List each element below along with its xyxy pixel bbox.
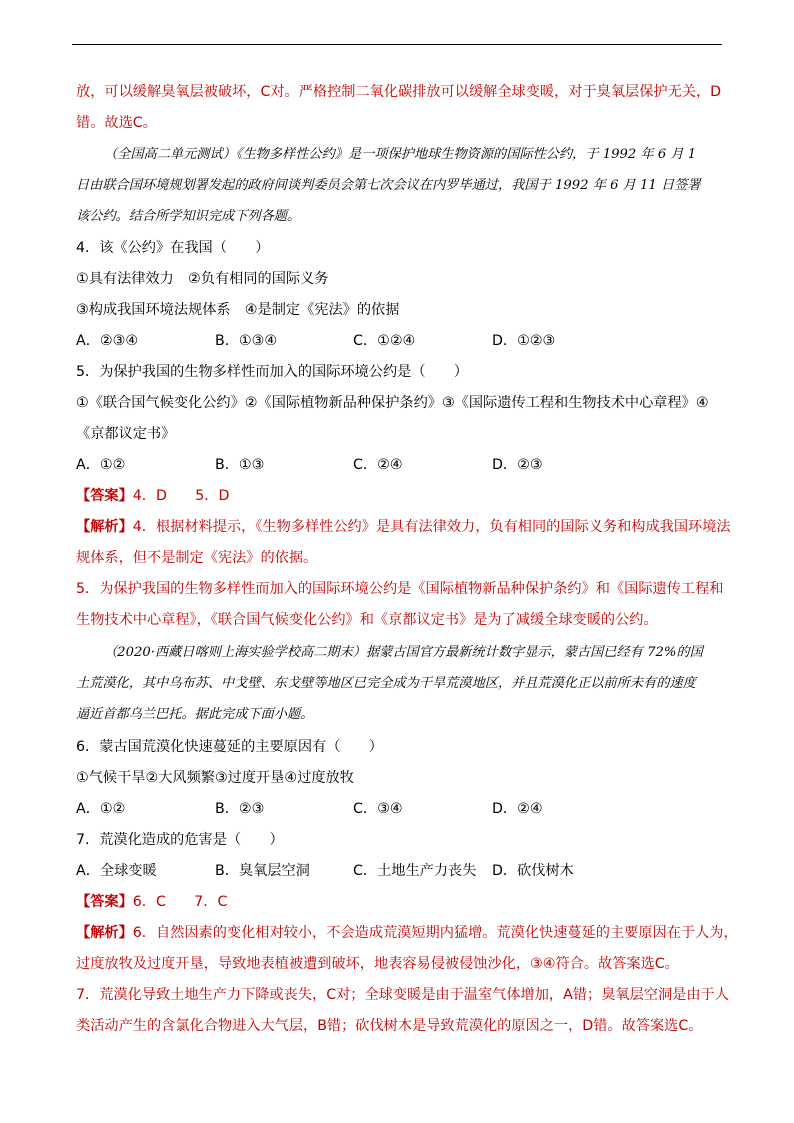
explanation-label: 【解析】	[76, 925, 133, 941]
option-c: C．土地生产力丧失	[353, 863, 477, 879]
explanation-line: 过度放牧及过度开垦，导致地表植被遭到破坏，地表容易侵被侵蚀沙化，③④符合。故答案选C。	[76, 956, 679, 972]
explanation-line: 7．荒漠化导致土地生产力下降或丧失，C对；全球变暖是由于温室气体增加，A错；臭氧层空洞是由于人	[76, 987, 729, 1003]
explanation-line: 生物技术中心章程》，《联合国气候变化公约》和《京都议定书》是为了减缓全球变暖的公约。	[76, 612, 658, 628]
explanation-text: 4．根据材料提示，《生物多样性公约》是具有法律效力，负有相同的国际义务和构成我国环境法	[132, 519, 731, 535]
option-c: C．③④	[353, 801, 403, 817]
option-c: C．①②④	[353, 333, 416, 349]
question-stem: 4．该《公约》在我国（ ）	[76, 240, 270, 256]
question-item-line: ①《联合国气候变化公约》②《国际植物新品种保护条约》③《国际遗传工程和生物技术中心章程》④	[76, 395, 709, 411]
option-b: B．臭氧层空洞	[215, 863, 310, 879]
option-d: D．砍伐树木	[492, 863, 574, 879]
option-d: D．②③	[492, 457, 543, 473]
explanation-line	[76, 923, 738, 943]
option-a: A．①②	[76, 457, 126, 473]
passage-line: 逼近首都乌兰巴托。据此完成下面小题。	[76, 707, 314, 722]
explanation-line: 5．为保护我国的生物多样性而加入的国际环境公约是《国际植物新品种保护条约》和《国际遗传工程和	[76, 581, 724, 597]
question-stem: 6．蒙古国荒漠化快速蔓延的主要原因有（ ）	[76, 739, 383, 755]
passage-line: （2020·西藏日喀则上海实验学校高二期末）据蒙古国官方最新统计数字显示，蒙古国已经有 72%的国	[104, 645, 703, 660]
option-c: C．②④	[353, 457, 403, 473]
explanation-text: 6．自然因素的变化相对较小，不会造成荒漠短期内猛增。荒漠化快速蔓延的主要原因在于人为，	[132, 925, 738, 941]
option-b: B．②③	[215, 801, 265, 817]
answer-line	[76, 892, 227, 912]
explanation-line	[76, 517, 731, 537]
answer-text: 6．C 7．C	[132, 894, 228, 910]
question-stem: 5．为保护我国的生物多样性而加入的国际环境公约是（ ）	[76, 364, 469, 380]
answer-label: 【答案】	[76, 894, 133, 910]
answer-label: 【答案】	[76, 488, 133, 504]
option-b: B．①③	[215, 457, 265, 473]
answer-text: 4．D 5．D	[132, 488, 230, 504]
question-item-line: ①具有法律效力 ②负有相同的国际义务	[76, 271, 329, 287]
passage-line: （全国高二单元测试）《生物多样性公约》是一项保护地球生物资源的国际性公约，于 1992 年 6 月 1	[104, 147, 697, 162]
intro-line: 错。故选C。	[76, 115, 157, 131]
passage-line: 日由联合国环境规划署发起的政府间谈判委员会第七次会议在内罗毕通过，我国于 1992 年 6 月 11 日签署	[76, 178, 701, 193]
question-item-line: 《京都议定书》	[76, 426, 176, 442]
explanation-line: 规体系，但不是制定《宪法》的依据。	[76, 550, 318, 566]
option-d: D．①②③	[492, 333, 556, 349]
option-a: A．②③④	[76, 333, 139, 349]
question-item-line: ③构成我国环境法规体系 ④是制定《宪法》的依据	[76, 302, 400, 318]
intro-line: 放，可以缓解臭氧层被破坏，C对。严格控制二氧化碳排放可以缓解全球变暖，对于臭氧层保护无关，D	[76, 84, 722, 100]
explanation-label: 【解析】	[76, 519, 133, 535]
explanation-line: 类活动产生的含氯化合物进入大气层，B错；砍伐树木是导致荒漠化的原因之一，D错。故答案选C。	[76, 1018, 703, 1034]
header-rule	[72, 44, 722, 45]
option-a: A．①②	[76, 801, 126, 817]
option-b: B．①③④	[215, 333, 278, 349]
question-stem: 7．荒漠化造成的危害是（ ）	[76, 832, 284, 848]
passage-line: 该公约。结合所学知识完成下列各题。	[76, 209, 301, 224]
option-d: D．②④	[492, 801, 543, 817]
passage-line: 土荒漠化，其中乌布苏、中戈壁、东戈壁等地区已完全成为干旱荒漠地区，并且荒漠化正以前所未有的速度	[76, 676, 696, 691]
question-item-line: ①气候干旱②大风频繁③过度开垦④过度放牧	[76, 770, 354, 786]
answer-line	[76, 486, 229, 506]
option-a: A．全球变暖	[76, 863, 157, 879]
